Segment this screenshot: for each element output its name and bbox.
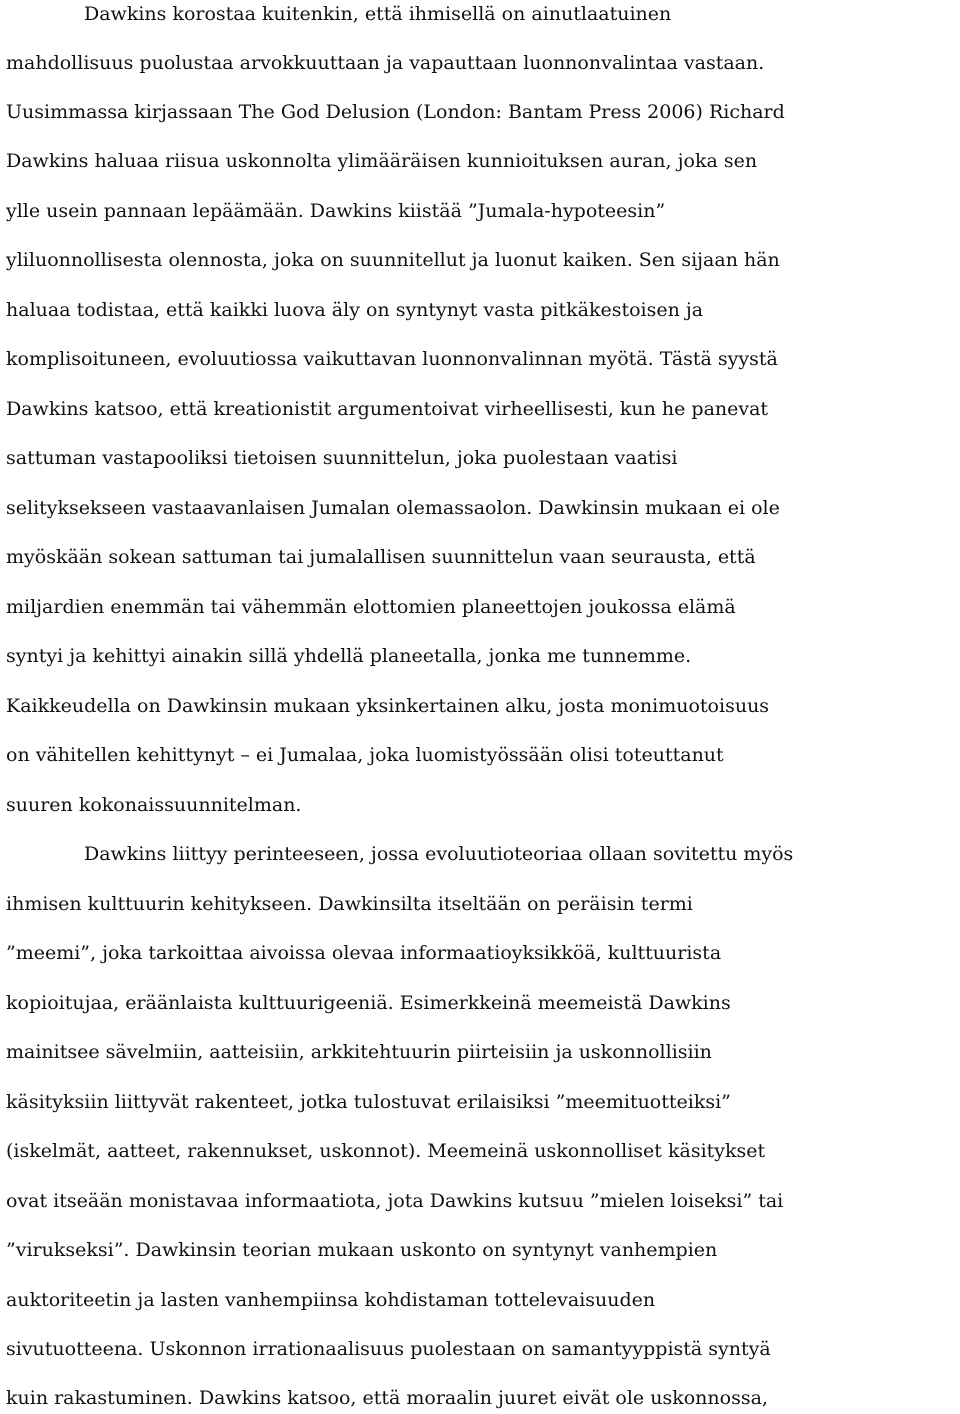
text-line: komplisoituneen, evoluutiossa vaikuttavan luonnonvalinnan myötä. Tästä syystä — [6, 348, 778, 370]
text-line: auktoriteetin ja lasten vanhempiinsa kohdistaman tottelevaisuuden — [6, 1289, 656, 1311]
text-line: Dawkins haluaa riisua uskonnolta ylimääräisen kunnioituksen auran, joka sen — [6, 150, 758, 172]
text-line: sivutuotteena. Uskonnon irrationaalisuus puolestaan on samantyyppistä syntyä — [6, 1338, 771, 1360]
text-line: on vähitellen kehittynyt – ei Jumalaa, joka luomistyössään olisi toteuttanut — [6, 744, 724, 766]
text-line: ihmisen kulttuurin kehitykseen. Dawkinsilta itseltään on peräisin termi — [6, 893, 693, 915]
text-line: ylle usein pannaan lepäämään. Dawkins kiistää ”Jumala-hypoteesin” — [6, 200, 666, 222]
text-line: ”virukseksi”. Dawkinsin teorian mukaan uskonto on syntynyt vanhempien — [6, 1239, 718, 1261]
text-line: yliluonnollisesta olennosta, joka on suunnitellut ja luonut kaiken. Sen sijaan hän — [6, 249, 780, 271]
text-line: selityksekseen vastaavanlaisen Jumalan olemassaolon. Dawkinsin mukaan ei ole — [6, 497, 780, 519]
text-line: miljardien enemmän tai vähemmän elottomien planeettojen joukossa elämä — [6, 596, 736, 618]
text-line: Dawkins katsoo, että kreationistit argumentoivat virheellisesti, kun he panevat — [6, 398, 769, 420]
text-line: sattuman vastapooliksi tietoisen suunnittelun, joka puolestaan vaatisi — [6, 447, 678, 469]
text-line: ovat itseään monistavaa informaatiota, jota Dawkins kutsuu ”mielen loiseksi” tai — [6, 1190, 784, 1212]
text-line: kuin rakastuminen. Dawkins katsoo, että moraalin juuret eivät ole uskonnossa, — [6, 1387, 768, 1409]
text-line: käsityksiin liittyvät rakenteet, jotka tulostuvat erilaisiksi ”meemituotteiksi” — [6, 1091, 731, 1113]
text-line: Uusimmassa kirjassaan The God Delusion (London: Bantam Press 2006) Richard — [6, 101, 785, 123]
text-line: mainitsee sävelmiin, aatteisiin, arkkitehtuurin piirteisiin ja uskonnollisiin — [6, 1041, 712, 1063]
text-line: Dawkins liittyy perinteeseen, jossa evoluutioteoriaa ollaan sovitettu myös — [84, 843, 794, 865]
text-line: (iskelmät, aatteet, rakennukset, uskonnot). Meemeinä uskonnolliset käsitykset — [6, 1140, 766, 1162]
text-line: ”meemi”, joka tarkoittaa aivoissa olevaa informaatioyksikköä, kulttuurista — [6, 942, 722, 964]
text-line: haluaa todistaa, että kaikki luova äly on syntynyt vasta pitkäkestoisen ja — [6, 299, 704, 321]
text-line: Dawkins korostaa kuitenkin, että ihmisellä on ainutlaatuinen — [84, 3, 672, 25]
text-line: Kaikkeudella on Dawkinsin mukaan yksinkertainen alku, josta monimuotoisuus — [6, 695, 770, 717]
text-line: syntyi ja kehittyi ainakin sillä yhdellä planeetalla, jonka me tunnemme. — [6, 645, 692, 667]
text-line: kopioitujaa, eräänlaista kulttuurigeeniä. Esimerkkeinä meemeistä Dawkins — [6, 992, 731, 1014]
text-line: mahdollisuus puolustaa arvokkuuttaan ja vapauttaan luonnonvalintaa vastaan. — [6, 52, 765, 74]
text-line: myöskään sokean sattuman tai jumalallisen suunnittelun vaan seurausta, että — [6, 546, 756, 568]
text-line: suuren kokonaissuunnitelman. — [6, 794, 302, 816]
